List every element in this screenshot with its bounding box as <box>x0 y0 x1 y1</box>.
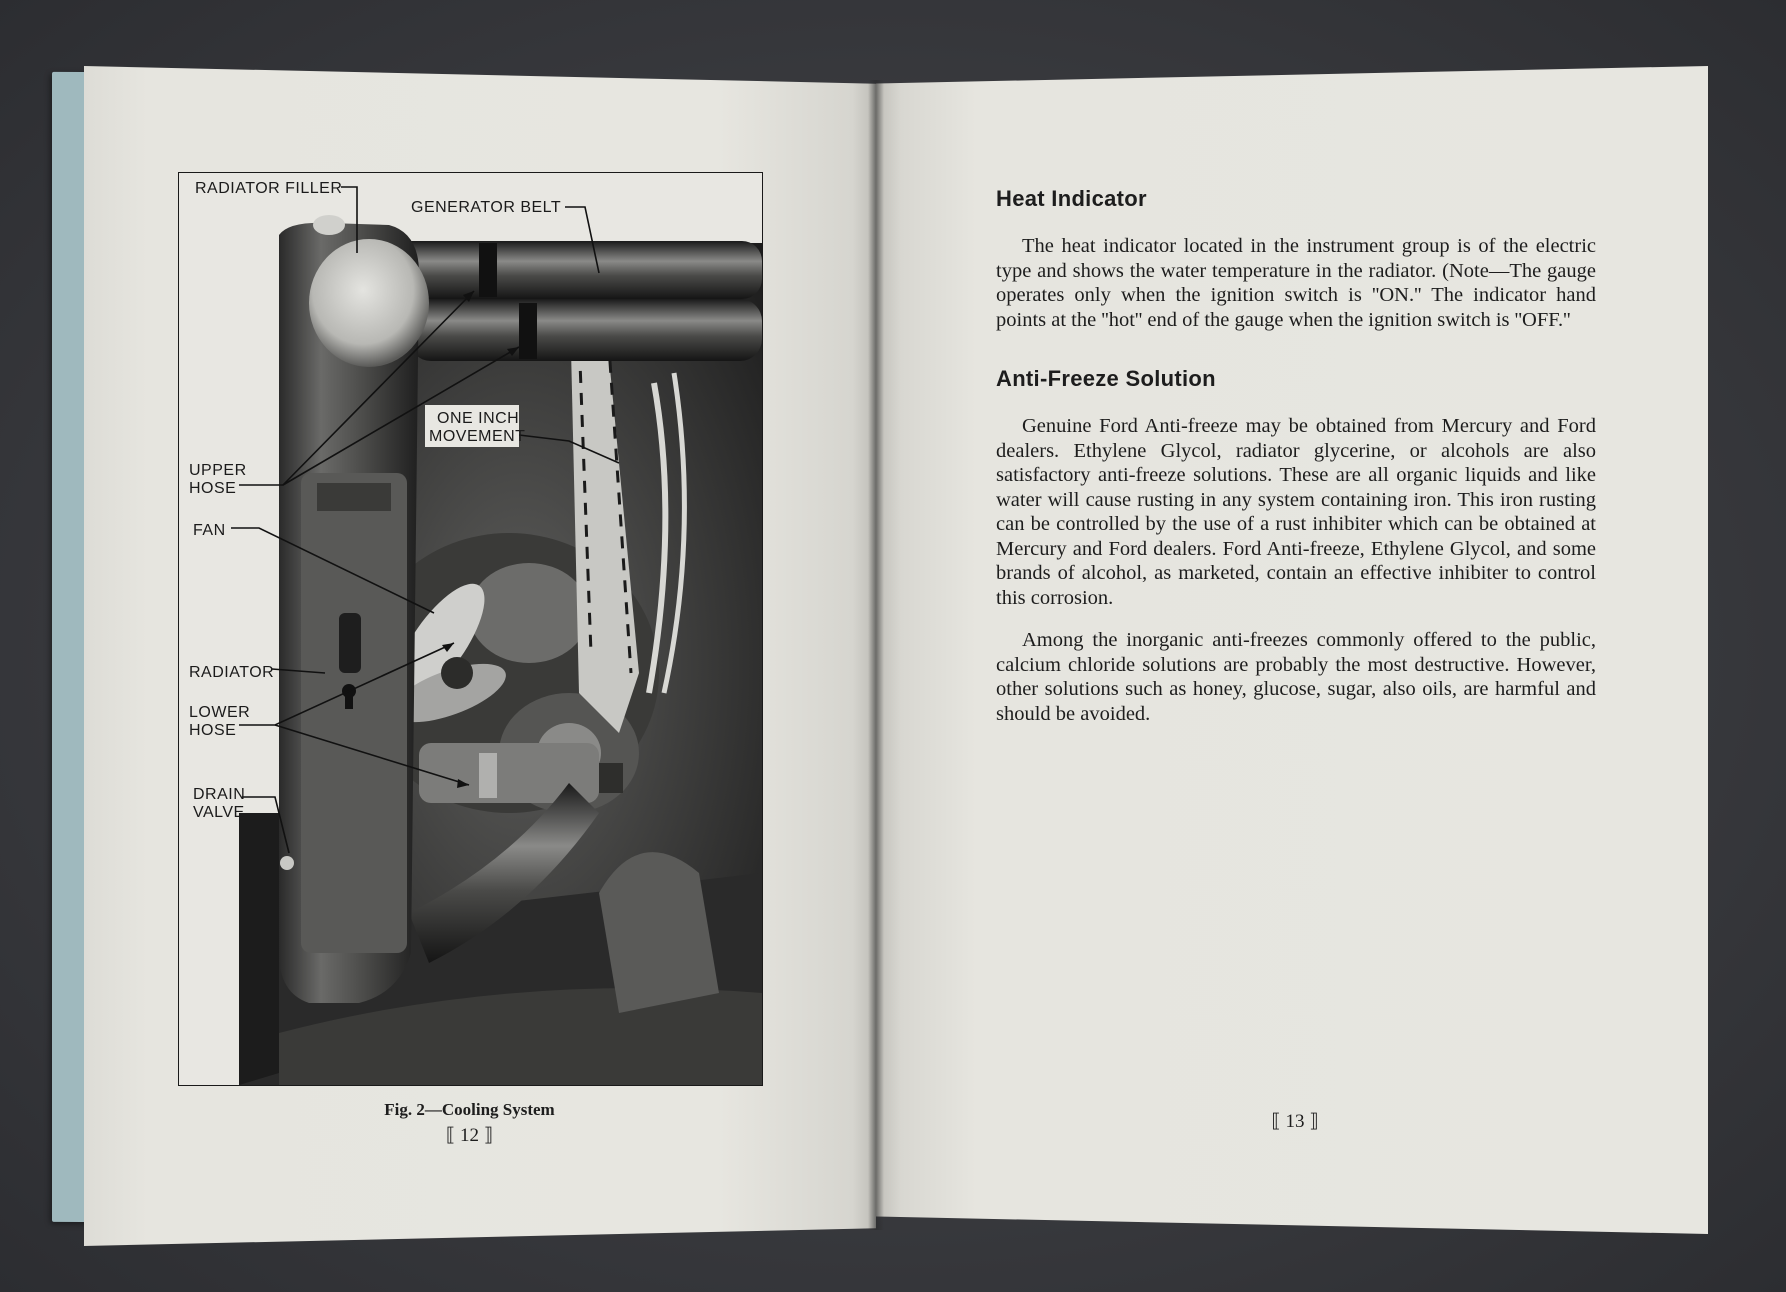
label-lower-hose: HOSE <box>189 722 237 739</box>
label-upper: UPPER <box>189 462 247 479</box>
label-fan: FAN <box>193 522 226 539</box>
paragraph-anti-freeze-1: Genuine Ford Anti-freeze may be obtained from Mercury and Ford dealers. Ethylene Glycol, radiator glycerine, or alcohols are also satisfactory anti-freeze solutions. These are all organic liquids and like water will cause rusting in any system containing iron. This iron rusting can be controlled by the use of a rust inhibiter which can be obtained at Mercury and Ford dealers. Ford Anti-freeze, Ethylene Glycol, and some brands of alcohol, as marketed, contain an effective inhibiter to control this corrosion. <box>996 415 1596 609</box>
section-title-heat-indicator: Heat Indicator <box>996 186 1147 211</box>
cooling-system-figure <box>178 172 763 1086</box>
book-gutter <box>868 80 884 1230</box>
label-upper-hose: HOSE <box>189 480 237 497</box>
section-title-anti-freeze: Anti-Freeze Solution <box>996 366 1216 391</box>
label-radiator: RADIATOR <box>189 664 275 681</box>
cooling-system-photo <box>179 173 762 1085</box>
label-generator-belt: GENERATOR BELT <box>411 199 562 216</box>
page-number-left: ⟦ 12 ⟧ <box>445 1125 494 1146</box>
right-page-text <box>996 186 1596 744</box>
label-movement: MOVEMENT <box>429 428 526 445</box>
label-valve: VALVE <box>193 804 245 821</box>
label-drain: DRAIN <box>193 786 246 803</box>
paragraph-anti-freeze-2: Among the inorganic anti-freezes commonly offered to the public, calcium chloride solutions are probably the most destructive. However, other solutions such as honey, glucose, sugar, also oils, are harmful and should be avoided. <box>996 629 1596 725</box>
label-radiator-filler: RADIATOR FILLER <box>195 180 343 197</box>
paragraph-heat-indicator: The heat indicator located in the instrument group is of the electric type and shows the water temperature in the radiator. (Note—The gauge operates only when the ignition switch is ''ON.'' The indicator hand points at the ''hot'' end of the gauge when the ignition switch is ''OFF.'' <box>996 235 1596 331</box>
label-lower: LOWER <box>189 704 251 721</box>
page-number-right: ⟦ 13 ⟧ <box>1271 1111 1319 1132</box>
figure-caption: Fig. 2—Cooling System <box>384 1100 555 1119</box>
label-one-inch: ONE INCH <box>437 410 520 427</box>
